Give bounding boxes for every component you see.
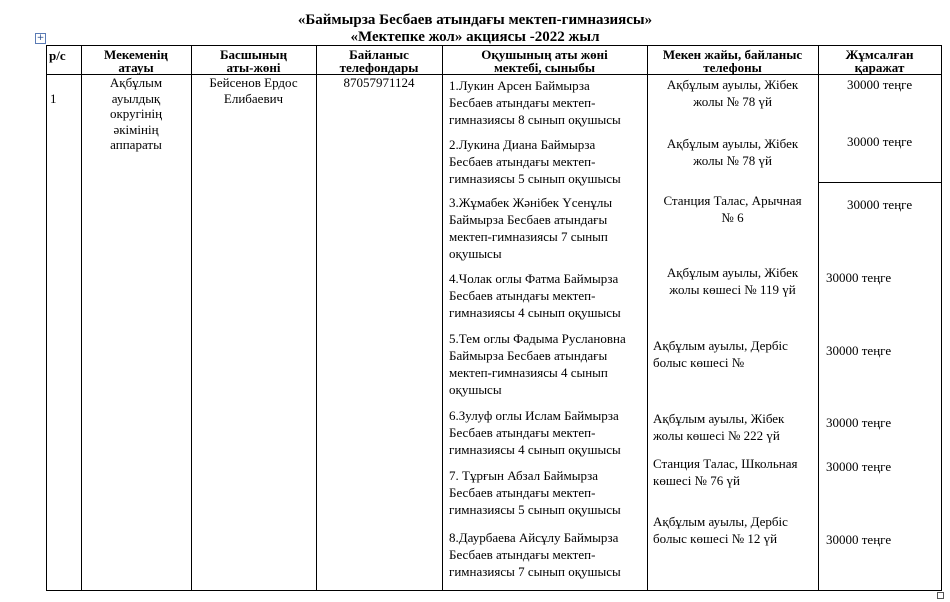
header-head	[191, 48, 316, 74]
address-entry	[653, 337, 818, 371]
address-entry	[653, 455, 818, 489]
student-line: Баймырза Бесбаев атындағы	[449, 212, 608, 227]
header-head-line2: аты-жөні	[226, 60, 281, 75]
amount-value: 30000 теңге	[847, 77, 913, 92]
address-entry	[653, 410, 818, 444]
header-student-line1: Оқушының аты жөні	[481, 47, 608, 62]
student-line: оқушысы	[449, 382, 502, 397]
head-name-line: Бейсенов Ердос	[209, 75, 298, 90]
address-entry	[647, 192, 818, 226]
header-address-line1: Мекен жайы, байланыс	[662, 47, 803, 62]
header-student-line2: мектебі, сыныбы	[493, 60, 596, 75]
address-line: жолы № 78 үй	[693, 153, 772, 168]
header-head-line1: Басшының	[219, 47, 288, 62]
address-line: жолы көшесі № 222 үй	[653, 428, 780, 443]
student-line: 1.Лукин Арсен Баймырза	[449, 78, 590, 93]
header-org-line1: Мекеменің	[103, 47, 169, 62]
address-entry	[653, 513, 818, 547]
amount-value: 30000 теңге	[826, 532, 892, 547]
address-line: Ақбұлым ауылы, Жібек	[666, 77, 799, 92]
student-entry	[449, 77, 645, 128]
address-line: № 6	[721, 210, 744, 225]
organization-name	[81, 75, 191, 153]
table-move-handle-icon[interactable]: +	[36, 33, 45, 43]
student-line: 8.Даурбаева Айсұлу Баймырза	[449, 530, 619, 545]
student-line: Бесбаев атындағы мектеп-	[449, 288, 596, 303]
header-address	[647, 48, 818, 74]
student-line: Бесбаев атындағы мектеп-	[449, 95, 596, 110]
document-subtitle: «Мектепке жол» акциясы -2022 жыл	[350, 29, 600, 45]
student-entry	[449, 270, 645, 321]
student-line: гимназиясы 5 сынып оқушысы	[449, 171, 621, 186]
student-line: мектеп-гимназиясы 4 сынып	[449, 365, 608, 380]
contact-phone: 87057971124	[343, 75, 415, 90]
student-line: Бесбаев атындағы мектеп-	[449, 425, 596, 440]
student-line: гимназиясы 7 сынып оқушысы	[449, 564, 621, 579]
student-line: гимназиясы 4 сынып оқушысы	[449, 305, 621, 320]
org-line: Ақбұлым	[109, 75, 163, 90]
address-entry	[647, 264, 818, 298]
head-name	[191, 75, 316, 106]
table-resize-handle[interactable]	[937, 592, 944, 599]
student-entry	[449, 194, 645, 262]
student-line: 6.Зулуф оглы Ислам Баймырза	[449, 408, 619, 423]
address-line: көшесі № 76 үй	[653, 473, 740, 488]
amount-value: 30000 теңге	[847, 197, 913, 212]
student-line: 4.Чолак оглы Фатма Баймырза	[449, 271, 619, 286]
student-entry	[449, 407, 645, 458]
amount-value: 30000 теңге	[826, 415, 892, 430]
student-line: Баймырза Бесбаев атындағы	[449, 348, 608, 363]
header-org-line2: атауы	[118, 60, 154, 75]
student-line: Бесбаев атындағы мектеп-	[449, 154, 596, 169]
org-line: округінің	[109, 106, 163, 121]
address-line: жолы көшесі № 119 үй	[669, 282, 796, 297]
header-org	[81, 48, 191, 74]
amount-value: 30000 теңге	[826, 270, 892, 285]
header-num: р/с	[49, 48, 66, 63]
address-line: болыс көшесі №	[653, 355, 745, 370]
header-amount-line1: Жұмсалған	[845, 47, 914, 62]
student-entry	[449, 136, 645, 187]
student-line: гимназиясы 8 сынып оқушысы	[449, 112, 621, 127]
address-line: Ақбұлым ауылы, Жібек	[653, 411, 785, 426]
address-line: Ақбұлым ауылы, Дербіс	[653, 514, 788, 529]
org-line: аппараты	[110, 137, 162, 152]
amount-value: 30000 теңге	[826, 459, 892, 474]
student-entry	[449, 330, 645, 398]
head-name-line: Елибаевич	[223, 90, 284, 106]
document-title: «Баймырза Бесбаев атындағы мектеп-гимназиясы»	[297, 12, 653, 28]
header-student	[442, 48, 647, 74]
student-line: 3.Жұмабек Жәнібек Үсенұлы	[449, 195, 613, 210]
address-entry	[647, 76, 818, 110]
header-amount	[818, 48, 941, 74]
student-line: 2.Лукина Диана Баймырза	[449, 137, 596, 152]
org-line: әкімінің	[113, 121, 159, 137]
header-phone	[316, 48, 442, 74]
student-line: гимназиясы 4 сынып оқушысы	[449, 442, 621, 457]
student-line: 7. Тұрғын Абзал Баймырза	[449, 468, 599, 483]
header-phone-line1: Байланыс	[349, 47, 409, 62]
org-line: ауылдық	[111, 90, 161, 106]
amount-value: 30000 теңге	[847, 134, 913, 149]
row-number: 1	[50, 91, 57, 106]
student-line: 5.Тем оглы Фадыма Руслановна	[449, 331, 626, 346]
student-line: оқушысы	[449, 246, 502, 261]
address-line: Ақбұлым ауылы, Дербіс	[653, 338, 788, 353]
address-line: Ақбұлым ауылы, Жібек	[666, 265, 799, 280]
header-phone-line2: телефондары	[339, 60, 419, 75]
student-line: гимназиясы 5 сынып оқушысы	[449, 502, 621, 517]
student-line: Бесбаев атындағы мектеп-	[449, 547, 596, 562]
header-amount-line2: қаражат	[854, 60, 905, 75]
student-line: мектеп-гимназиясы 7 сынып	[449, 229, 608, 244]
student-line: Бесбаев атындағы мектеп-	[449, 485, 596, 500]
header-address-line2: телефоны	[703, 60, 762, 75]
address-line: Станция Талас, Арычная	[663, 193, 802, 208]
address-line: Ақбұлым ауылы, Жібек	[666, 136, 799, 151]
student-entry	[449, 467, 645, 518]
address-line: болыс көшесі № 12 үй	[653, 531, 778, 546]
student-entry	[449, 529, 645, 580]
address-line: жолы № 78 үй	[693, 94, 772, 109]
address-entry	[647, 135, 818, 169]
address-line: Станция Талас, Школьная	[653, 456, 798, 471]
amount-value: 30000 теңге	[826, 343, 892, 358]
